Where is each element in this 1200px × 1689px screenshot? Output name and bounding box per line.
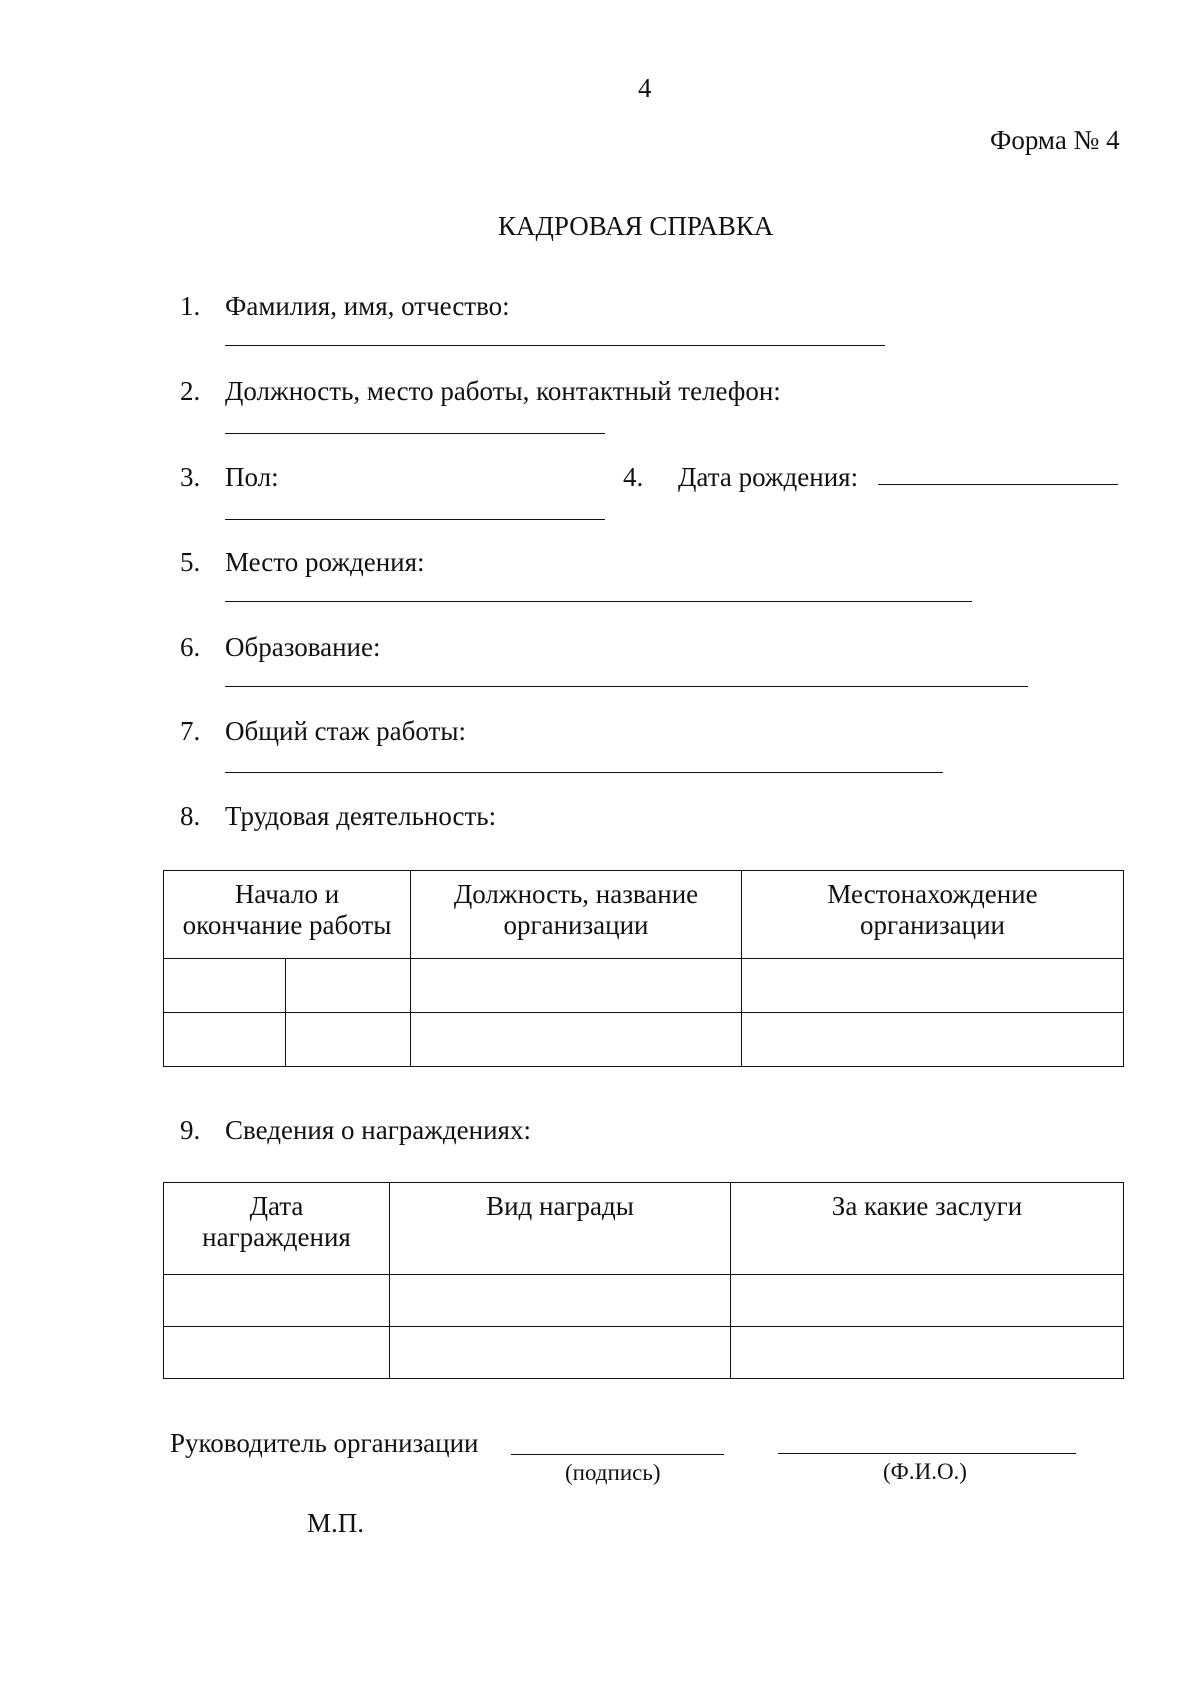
form-label: Форма № 4 bbox=[990, 125, 1120, 155]
header-award-merits bbox=[731, 1183, 1124, 1275]
table-cell[interactable] bbox=[164, 1327, 390, 1379]
table-row bbox=[164, 1327, 1124, 1379]
table-cell[interactable] bbox=[411, 959, 742, 1013]
table-cell[interactable] bbox=[731, 1327, 1124, 1379]
header-line: организации bbox=[503, 910, 649, 940]
table-cell[interactable] bbox=[286, 959, 411, 1013]
field-7-blank-line[interactable] bbox=[225, 772, 943, 773]
field-5-blank-line[interactable] bbox=[225, 601, 972, 602]
table-row bbox=[164, 1013, 1124, 1067]
header-line: За какие заслуги bbox=[831, 1191, 1023, 1221]
table-cell[interactable] bbox=[164, 1275, 390, 1327]
field-4-blank-line[interactable] bbox=[878, 484, 1118, 485]
field-3-number: 3. bbox=[180, 462, 201, 492]
header-line: Дата bbox=[249, 1191, 304, 1221]
table-cell[interactable] bbox=[742, 1013, 1124, 1067]
field-7-label: Общий стаж работы: bbox=[225, 716, 466, 746]
field-5-label: Место рождения: bbox=[225, 547, 425, 577]
header-line: окончание работы bbox=[182, 910, 392, 940]
field-6-blank-line[interactable] bbox=[225, 686, 1028, 687]
work-history-table bbox=[163, 870, 1124, 1067]
field-5-number: 5. bbox=[180, 547, 201, 577]
field-9-label: Сведения о награждениях: bbox=[225, 1115, 531, 1145]
field-4-number: 4. bbox=[623, 462, 644, 492]
header-line: Начало и bbox=[234, 879, 340, 909]
header-line: организации bbox=[860, 910, 1005, 940]
field-6-label: Образование: bbox=[225, 632, 381, 662]
table-cell[interactable] bbox=[390, 1327, 731, 1379]
field-9-number: 9. bbox=[180, 1115, 201, 1145]
field-3-label: Пол: bbox=[225, 462, 279, 492]
field-2-blank-line[interactable] bbox=[225, 433, 605, 434]
signature-caption: (подпись) bbox=[565, 1460, 661, 1485]
field-3-blank-line[interactable] bbox=[225, 519, 605, 520]
field-8-number: 8. bbox=[180, 801, 201, 831]
field-4-label: Дата рождения: bbox=[678, 462, 859, 492]
header-award-type bbox=[390, 1183, 731, 1275]
field-6-number: 6. bbox=[180, 632, 201, 662]
table-cell[interactable] bbox=[742, 959, 1124, 1013]
table-cell[interactable] bbox=[411, 1013, 742, 1067]
full-name-line[interactable] bbox=[778, 1453, 1076, 1454]
field-1-label: Фамилия, имя, отчество: bbox=[225, 291, 510, 321]
table-cell[interactable] bbox=[164, 959, 286, 1013]
header-position-organization bbox=[411, 871, 742, 959]
seal-placeholder: М.П. bbox=[307, 1508, 365, 1538]
table-row bbox=[164, 959, 1124, 1013]
signature-label: Руководитель организации bbox=[170, 1428, 479, 1458]
signature-line[interactable] bbox=[511, 1454, 724, 1455]
table-cell[interactable] bbox=[731, 1275, 1124, 1327]
header-line: награждения bbox=[202, 1222, 351, 1252]
table-row bbox=[164, 1275, 1124, 1327]
full-name-caption: (Ф.И.О.) bbox=[883, 1459, 967, 1484]
table-header-row bbox=[164, 871, 1124, 959]
table-cell[interactable] bbox=[164, 1013, 286, 1067]
awards-table bbox=[163, 1182, 1124, 1379]
field-2-label: Должность, место работы, контактный телефон: bbox=[225, 376, 781, 406]
header-line: Местонахождение bbox=[827, 879, 1038, 909]
field-1-number: 1. bbox=[180, 291, 201, 321]
header-organization-location bbox=[742, 871, 1124, 959]
field-1-blank-line[interactable] bbox=[225, 345, 885, 346]
field-7-number: 7. bbox=[180, 716, 201, 746]
header-award-date bbox=[164, 1183, 390, 1275]
table-cell[interactable] bbox=[286, 1013, 411, 1067]
table-header-row bbox=[164, 1183, 1124, 1275]
page-number: 4 bbox=[638, 73, 652, 103]
field-2-number: 2. bbox=[180, 376, 201, 406]
document-title: КАДРОВАЯ СПРАВКА bbox=[498, 211, 774, 241]
header-line: Вид награды bbox=[486, 1191, 634, 1221]
header-line: Должность, название bbox=[453, 879, 699, 909]
header-work-period bbox=[164, 871, 411, 959]
table-cell[interactable] bbox=[390, 1275, 731, 1327]
field-8-label: Трудовая деятельность: bbox=[225, 801, 497, 831]
